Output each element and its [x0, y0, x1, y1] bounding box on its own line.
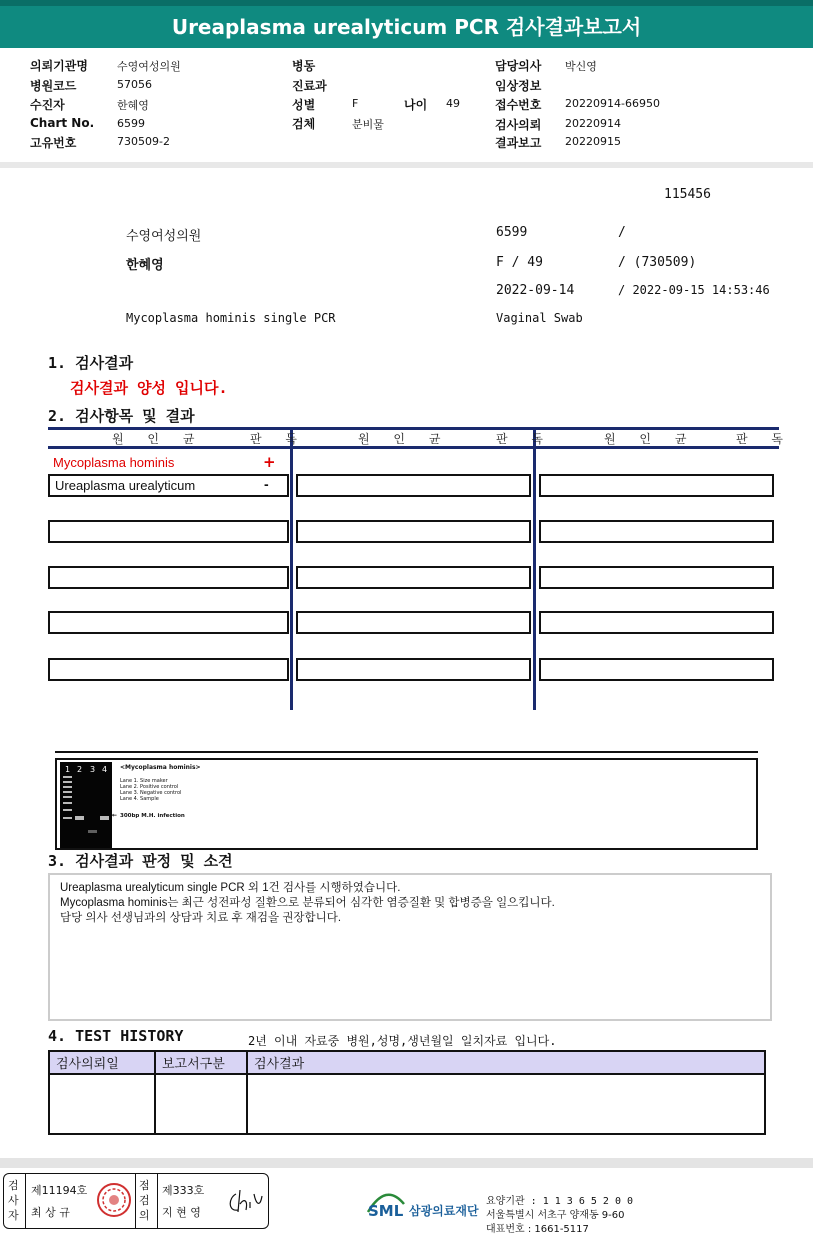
empty-result-box — [539, 520, 774, 543]
info-chart: 6599 — [496, 225, 528, 240]
result-value-ureaplasma: - — [264, 476, 269, 492]
history-header-date: 검사의뢰일 — [49, 1051, 155, 1074]
header-value-age: 49 — [446, 97, 460, 110]
gel-lane-label: Lane 2. Positive control — [120, 784, 179, 790]
reviewer-label: 점검의 — [139, 1179, 150, 1222]
gel-lane-label: Lane 3. Negative control — [120, 790, 182, 796]
footer — [0, 1158, 813, 1238]
sml-logo-text: SML — [368, 1202, 404, 1220]
col-header-organism: 원 인 균 — [604, 432, 697, 446]
empty-result-box — [296, 658, 531, 681]
report-header — [0, 48, 813, 168]
report-number: 115456 — [664, 187, 711, 202]
header-label-report: 결과보고 — [495, 136, 542, 150]
header-value-hospital: 수영여성의원 — [117, 60, 181, 73]
header-value-unique-id: 730509-2 — [117, 135, 170, 148]
empty-result-box — [296, 474, 531, 497]
gel-arrow-icon: ← — [112, 812, 118, 819]
empty-result-box — [48, 566, 289, 589]
opinion-line: Ureaplasma urealyticum single PCR 외 1건 검사를 시행하였습니다. — [60, 882, 401, 894]
header-label-sex: 성별 — [292, 98, 316, 112]
opinion-line: Mycoplasma hominis는 최근 성전파성 질환으로 분류되어 심각한 염증질환 및 합병증을 일으킵니다. — [60, 897, 555, 909]
seal-icon — [96, 1182, 132, 1218]
gel-image — [60, 762, 112, 848]
header-label-hospital-code: 병원코드 — [30, 79, 77, 93]
info-patient: 한혜영 — [126, 258, 164, 273]
org-name: 삼광의료재단 — [409, 1204, 479, 1218]
opinion-box — [48, 873, 772, 1021]
result-name-ureaplasma: Ureaplasma urealyticum — [55, 478, 196, 493]
report-title: Ureaplasma urealyticum PCR 검사결과보고서 — [0, 0, 813, 48]
header-value-request: 20220914 — [565, 117, 621, 130]
org-phone: 대표번호 : 1661-5117 — [486, 1224, 589, 1235]
sml-logo-icon — [366, 1186, 406, 1222]
header-label-dept: 진료과 — [292, 79, 327, 93]
divider — [135, 1174, 136, 1228]
gel-annotation: 300bp M.H. infection — [120, 813, 185, 819]
info-report-date: / 2022-09-15 14:53:46 — [618, 283, 770, 297]
info-sex-age: F / 49 — [496, 255, 543, 270]
gel-panel — [55, 758, 758, 850]
col-header-organism: 원 인 균 — [112, 432, 205, 446]
empty-result-box — [539, 658, 774, 681]
header-label-ward: 병동 — [292, 59, 316, 73]
table-col-divider — [290, 427, 293, 710]
header-value-chart: 6599 — [117, 117, 145, 130]
opinion-line: 담당 의사 선생님과의 상담과 치료 후 재검을 권장합니다. — [60, 912, 342, 924]
result-value-mycoplasma: + — [263, 453, 276, 471]
header-value-patient: 한혜영 — [117, 99, 149, 112]
col-header-judgment: 판 독 — [496, 432, 553, 446]
header-label-chart: Chart No. — [30, 116, 95, 130]
gel-lane-legend — [120, 778, 181, 802]
header-value-report: 20220915 — [565, 135, 621, 148]
empty-result-box — [296, 520, 531, 543]
empty-result-box — [296, 611, 531, 634]
section-1-title: 1. 검사결과 — [48, 354, 134, 372]
institution-code: 요양기관 : 1 1 3 6 5 2 0 0 — [486, 1196, 634, 1207]
tester-number: 제11194호 — [31, 1184, 88, 1197]
gel-lane-number: 2 — [77, 765, 83, 774]
gel-top-rule — [55, 751, 758, 753]
tester-label: 검사자 — [8, 1179, 19, 1222]
signature-icon — [226, 1184, 264, 1218]
header-value-doctor: 박신영 — [565, 60, 597, 73]
org-address: 서울특별시 서초구 양재동 9-60 — [486, 1210, 625, 1221]
info-slash: / — [618, 225, 626, 240]
divider — [25, 1174, 26, 1228]
header-label-hospital: 의뢰기관명 — [30, 59, 88, 73]
empty-result-box — [48, 611, 289, 634]
header-separator — [0, 162, 813, 168]
tester-name: 최 상 규 — [31, 1206, 70, 1219]
gel-lane-number: 1 — [65, 765, 71, 774]
history-note: 2년 이내 자료중 병원,성명,생년월일 일치자료 입니다. — [248, 1034, 557, 1048]
history-cell — [155, 1074, 247, 1134]
info-birth: / (730509) — [618, 255, 697, 270]
empty-result-box — [48, 658, 289, 681]
header-label-patient: 수진자 — [30, 98, 65, 112]
empty-result-box — [296, 566, 531, 589]
gel-lane-number: 4 — [102, 765, 108, 774]
reviewer-number: 제333호 — [162, 1184, 205, 1197]
header-value-sex: F — [352, 97, 359, 110]
header-label-clinical: 임상정보 — [495, 79, 542, 93]
col-header-judgment: 판 독 — [736, 432, 793, 446]
empty-result-box — [48, 520, 289, 543]
info-test-name: Mycoplasma hominis single PCR — [126, 311, 336, 325]
col-header-organism: 원 인 균 — [358, 432, 451, 446]
header-label-age: 나이 — [404, 98, 428, 112]
header-label-specimen: 검체 — [292, 117, 316, 131]
gel-title: <Mycoplasma hominis> — [120, 764, 201, 771]
gel-lane-label: Lane 4. Sample — [120, 796, 159, 802]
header-value-specimen: 분비물 — [352, 118, 384, 131]
table-col-divider — [533, 427, 536, 710]
history-header-type: 보고서구분 — [155, 1051, 247, 1074]
divider — [157, 1174, 158, 1228]
gel-lane-number: 3 — [90, 765, 96, 774]
header-label-request: 검사의뢰 — [495, 118, 542, 132]
info-specimen: Vaginal Swab — [496, 311, 583, 325]
info-request-date: 2022-09-14 — [496, 283, 575, 298]
result-row-ureaplasma — [48, 474, 289, 497]
empty-result-box — [539, 566, 774, 589]
history-table — [48, 1050, 766, 1135]
signature-box — [3, 1173, 269, 1229]
history-header-result: 검사결과 — [247, 1051, 765, 1074]
col-header-judgment: 판 독 — [250, 432, 307, 446]
history-cell — [247, 1074, 765, 1134]
header-value-receipt: 20220914-66950 — [565, 97, 660, 110]
header-label-receipt: 접수번호 — [495, 98, 542, 112]
info-hospital: 수영여성의원 — [126, 229, 202, 244]
empty-result-box — [539, 474, 774, 497]
header-label-unique-id: 고유번호 — [30, 136, 77, 150]
overall-result: 검사결과 양성 입니다. — [70, 379, 228, 397]
empty-result-box — [539, 611, 774, 634]
reviewer-name: 지 현 영 — [162, 1206, 201, 1219]
header-value-hospital-code: 57056 — [117, 78, 152, 91]
history-cell — [49, 1074, 155, 1134]
gel-lane-label: Lane 1. Size maker — [120, 778, 168, 784]
section-4-title: 4. TEST HISTORY — [48, 1027, 184, 1045]
section-3-title: 3. 검사결과 판정 및 소견 — [48, 852, 233, 870]
result-name-mycoplasma: Mycoplasma hominis — [53, 455, 175, 470]
header-label-doctor: 담당의사 — [495, 59, 542, 73]
section-2-title: 2. 검사항목 및 결과 — [48, 407, 195, 425]
